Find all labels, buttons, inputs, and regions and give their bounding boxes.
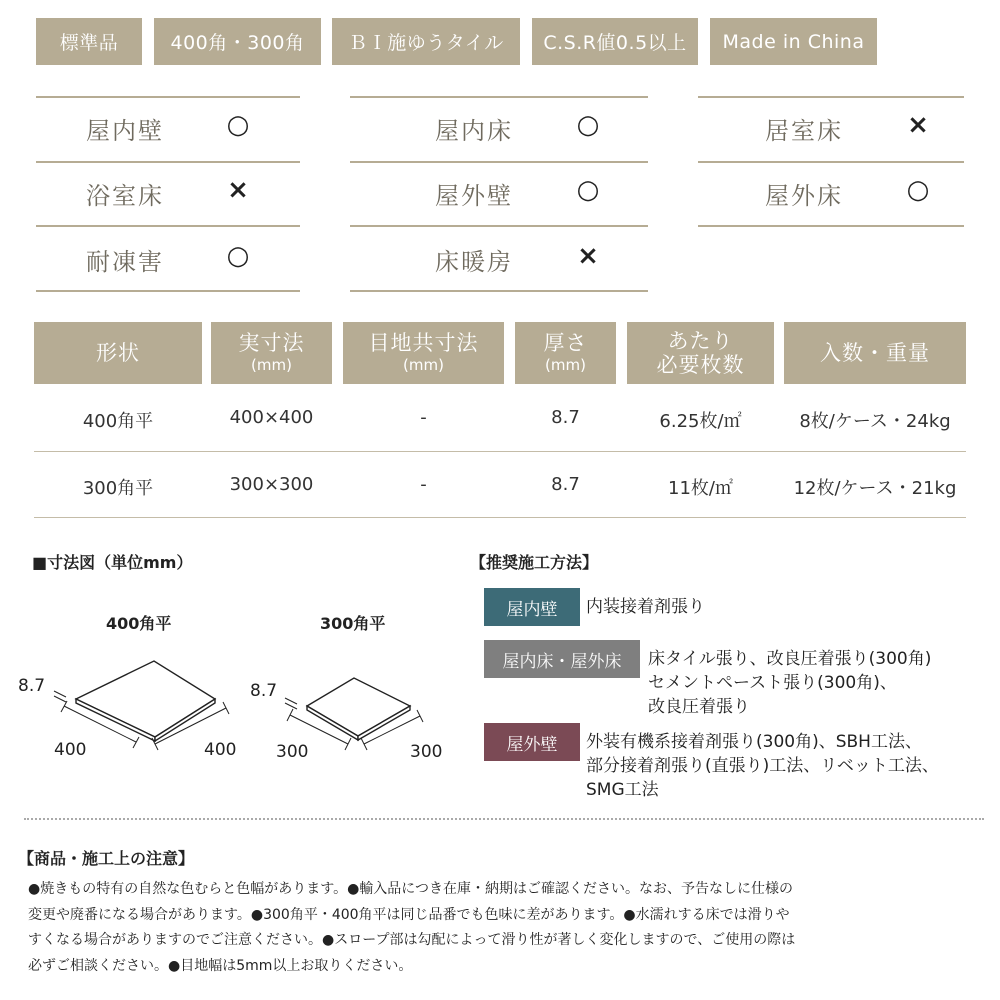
notes-line: 必ずご相談ください。●目地幅は5mm以上お取りください。 (28, 957, 413, 974)
notes-line: 変更や廃番になる場合があります。●300角平・400角平は同じ品番でも色味に差があります。●水濡れする床では滑りや (28, 906, 790, 923)
table-cell: - (420, 407, 427, 428)
table-header-actual-size: 実寸法 (mm) (211, 322, 332, 384)
table-cell: 6.25枚/㎡ (659, 411, 742, 432)
method-text-indoor-wall: 内装接着剤張り (586, 597, 705, 617)
tag-origin: Made in China (710, 18, 877, 65)
tag-csr: C.S.R値0.5以上 (532, 18, 698, 65)
table-cell: 8.7 (551, 474, 580, 495)
tile-400-left-dimension: 400 (54, 740, 87, 760)
grid-line (350, 96, 648, 98)
table-cell: 400角平 (82, 411, 154, 432)
usage-mark-floor-heating: × (577, 241, 599, 271)
table-cell: 8.7 (551, 407, 580, 428)
grid-line (350, 225, 648, 227)
table-header-qty-weight: 入数・重量 (784, 322, 966, 384)
usage-label-bathroom-floor: 浴室床 (86, 182, 164, 210)
notes-line: ●焼きもの特有の自然な色むらと色幅があります。●輸入品につき在庫・納期はご確認ください。なお、予告なしに仕様の (28, 881, 794, 897)
usage-mark-outdoor-floor: ○ (906, 175, 930, 205)
tile-300-left-dimension: 300 (276, 742, 309, 762)
table-header-thickness: 厚さ (mm) (515, 322, 616, 384)
tile-300-thickness: 8.7 (250, 681, 278, 701)
usage-mark-frost-resistance: ○ (226, 241, 250, 271)
section-divider (24, 818, 984, 820)
tile-400-thickness: 8.7 (18, 676, 46, 696)
table-header-joint-size: 目地共寸法 (mm) (343, 322, 504, 384)
tile-400-title: 400角平 (106, 614, 172, 633)
tag-size: 400角・300角 (154, 18, 321, 65)
usage-label-outdoor-floor: 屋外床 (765, 182, 843, 210)
usage-label-floor-heating: 床暖房 (435, 248, 513, 276)
usage-mark-bathroom-floor: × (227, 175, 249, 205)
tile-400-right-dimension: 400 (204, 740, 237, 760)
table-cell: 300×300 (229, 474, 314, 495)
table-divider (34, 517, 966, 518)
usage-mark-living-floor: × (907, 110, 929, 140)
usage-mark-indoor-wall: ○ (226, 110, 250, 140)
usage-label-living-floor: 居室床 (765, 117, 843, 145)
grid-line (36, 290, 300, 292)
tile-300-title: 300角平 (320, 614, 386, 633)
tile-400-drawing (54, 661, 229, 750)
dimension-heading: ■寸法図（単位mm） (32, 553, 193, 572)
method-label-outdoor-wall: 屋外壁 (484, 723, 580, 761)
grid-line (36, 161, 300, 163)
usage-label-indoor-wall: 屋内壁 (86, 117, 164, 145)
usage-label-frost-resistance: 耐凍害 (86, 248, 164, 276)
tile-300-right-dimension: 300 (410, 742, 443, 762)
grid-line (36, 225, 300, 227)
table-header-shape: 形状 (34, 322, 202, 384)
table-cell: 8枚/ケース・24kg (799, 411, 951, 432)
tag-glaze: ＢＩ施ゆうタイル (332, 18, 520, 65)
grid-line (350, 290, 648, 292)
usage-label-indoor-floor: 屋内床 (435, 117, 513, 145)
usage-label-outdoor-wall: 屋外壁 (435, 182, 513, 210)
grid-line (36, 96, 300, 98)
methods-heading: 【推奨施工方法】 (470, 553, 599, 572)
method-text-floor: 床タイル張り、改良圧着張り(300角) セメントペースト張り(300角)、 改良圧着張り (648, 649, 932, 717)
grid-line (698, 161, 964, 163)
method-label-indoor-wall: 屋内壁 (484, 588, 580, 626)
table-cell: 11枚/㎡ (668, 478, 733, 499)
grid-line (350, 161, 648, 163)
usage-mark-outdoor-wall: ○ (576, 175, 600, 205)
grid-line (698, 96, 964, 98)
method-text-outdoor-wall: 外装有機系接着剤張り(300角)、SBH工法、 部分接着剤張り(直張り)工法、リベット工法、 SMG工法 (586, 732, 939, 800)
table-cell: 400×400 (229, 407, 314, 428)
usage-mark-indoor-floor: ○ (576, 110, 600, 140)
notes-line: すくなる場合がありますのでご注意ください。●スロープ部は勾配によって滑り性が著しく変化しますので、ご使用の際は (28, 932, 796, 948)
table-divider (34, 451, 966, 452)
method-label-floor: 屋内床・屋外床 (484, 640, 640, 678)
notes-body (28, 877, 978, 979)
notes-heading: 【商品・施工上の注意】 (18, 849, 195, 868)
table-cell: 12枚/ケース・21kg (793, 478, 957, 499)
tag-standard: 標準品 (36, 18, 142, 65)
tile-300-drawing (285, 678, 423, 750)
table-cell: 300角平 (82, 478, 154, 499)
table-cell: - (420, 474, 427, 495)
grid-line (698, 225, 964, 227)
table-header-pieces-needed: あたり 必要枚数 (627, 322, 774, 384)
